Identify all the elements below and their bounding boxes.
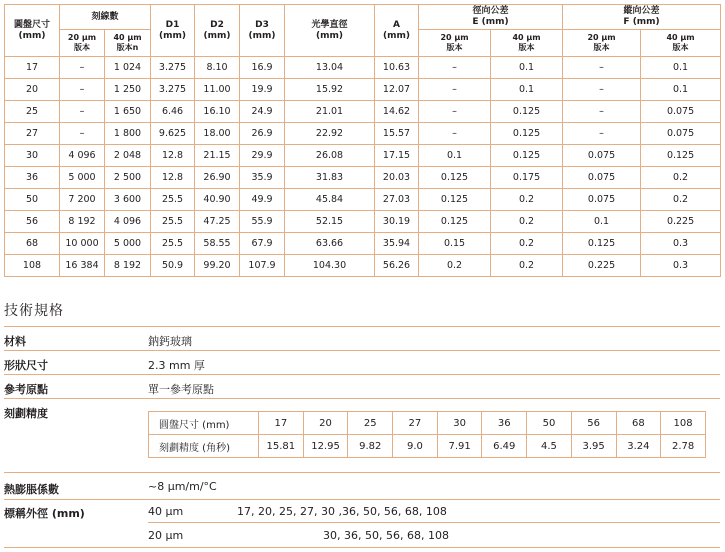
table-cell: 16.10 xyxy=(195,101,240,123)
dimensions-table-body xyxy=(5,57,721,277)
table-cell: 1 650 xyxy=(105,101,151,123)
table-cell: 27.03 xyxy=(375,189,419,211)
table-cell: 0.15 xyxy=(419,233,491,255)
table-cell: 56.26 xyxy=(375,255,419,277)
table-cell: 0.125 xyxy=(419,167,491,189)
table-cell: 15.92 xyxy=(285,79,375,101)
table-cell: 14.62 xyxy=(375,101,419,123)
table-cell: 55.9 xyxy=(240,211,285,233)
accuracy-cell: 6.49 xyxy=(482,435,527,458)
table-cell: 29.9 xyxy=(240,145,285,167)
table-row xyxy=(5,145,721,167)
expansion-label: 熱膨脹係數 xyxy=(4,483,59,496)
form-label: 形狀尺寸 xyxy=(4,359,48,372)
accuracy-row-size xyxy=(149,412,706,435)
table-row xyxy=(5,189,721,211)
header-radial-tolerance: 徑向公差 E (mm) xyxy=(419,5,563,30)
reference-label: 參考原點 xyxy=(4,383,48,396)
table-cell: 5 000 xyxy=(60,167,105,189)
table-cell: 19.9 xyxy=(240,79,285,101)
table-cell: 20 xyxy=(5,79,60,101)
table-cell: 1 024 xyxy=(105,57,151,79)
table-cell: 0.1 xyxy=(491,57,563,79)
table-cell: 26.08 xyxy=(285,145,375,167)
nominal-40-label: 40 µm xyxy=(148,505,184,518)
header-axial-40: 40 µm 版本 xyxy=(641,30,721,57)
table-cell: 12.8 xyxy=(151,145,195,167)
table-cell: 50.9 xyxy=(151,255,195,277)
table-cell: 8 192 xyxy=(105,255,151,277)
table-cell: – xyxy=(60,79,105,101)
table-cell: – xyxy=(563,101,641,123)
accuracy-cell: 50 xyxy=(527,412,572,435)
table-cell: 0.2 xyxy=(491,255,563,277)
table-cell: 0.2 xyxy=(419,255,491,277)
table-cell: 12.8 xyxy=(151,167,195,189)
table-cell: 4 096 xyxy=(60,145,105,167)
material-value: 鈉鈣玻璃 xyxy=(148,335,192,348)
form-value: 2.3 mm 厚 xyxy=(148,359,205,372)
divider xyxy=(4,374,720,375)
table-cell: – xyxy=(563,57,641,79)
table-row xyxy=(5,123,721,145)
table-cell: 0.3 xyxy=(641,233,721,255)
accuracy-cell: 9.82 xyxy=(348,435,393,458)
table-cell: 0.075 xyxy=(641,123,721,145)
table-cell: 0.2 xyxy=(641,189,721,211)
accuracy-row-arcsec-label: 刻劃精度 (角秒) xyxy=(149,435,259,458)
table-cell: 0.175 xyxy=(491,167,563,189)
header-radial-20: 20 µm 版本 xyxy=(419,30,491,57)
table-cell: – xyxy=(563,79,641,101)
table-cell: 0.125 xyxy=(563,233,641,255)
accuracy-cell: 17 xyxy=(259,412,304,435)
accuracy-cell: 7.91 xyxy=(437,435,482,458)
accuracy-cell: 30 xyxy=(437,412,482,435)
table-cell: 63.66 xyxy=(285,233,375,255)
header-d3: D3 (mm) xyxy=(240,5,285,57)
accuracy-cell: 2.78 xyxy=(661,435,706,458)
table-cell: 10.63 xyxy=(375,57,419,79)
table-cell: 25.5 xyxy=(151,211,195,233)
table-cell: 0.125 xyxy=(641,145,721,167)
table-row xyxy=(5,101,721,123)
table-cell: 4 096 xyxy=(105,211,151,233)
table-cell: 47.25 xyxy=(195,211,240,233)
table-cell: 0.125 xyxy=(491,123,563,145)
table-cell: 0.125 xyxy=(419,211,491,233)
table-cell: 0.1 xyxy=(419,145,491,167)
table-cell: 25 xyxy=(5,101,60,123)
table-cell: 0.3 xyxy=(641,255,721,277)
table-cell: 0.1 xyxy=(563,211,641,233)
header-line-count-20: 20 µm 版本 xyxy=(60,30,105,57)
divider xyxy=(4,350,720,351)
accuracy-cell: 12.95 xyxy=(303,435,348,458)
accuracy-cell: 108 xyxy=(661,412,706,435)
table-cell: 5 000 xyxy=(105,233,151,255)
material-label: 材料 xyxy=(4,335,26,348)
table-cell: 24.9 xyxy=(240,101,285,123)
divider xyxy=(4,499,720,500)
table-cell: 7 200 xyxy=(60,189,105,211)
table-cell: 22.92 xyxy=(285,123,375,145)
table-cell: 8.10 xyxy=(195,57,240,79)
header-disc-size: 圓盤尺寸 (mm) xyxy=(5,5,60,57)
table-cell: 56 xyxy=(5,211,60,233)
accuracy-cell: 27 xyxy=(393,412,438,435)
table-cell: 49.9 xyxy=(240,189,285,211)
accuracy-table xyxy=(148,411,706,458)
accuracy-cell: 15.81 xyxy=(259,435,304,458)
table-cell: 9.625 xyxy=(151,123,195,145)
table-cell: 3.275 xyxy=(151,57,195,79)
accuracy-cell: 56 xyxy=(571,412,616,435)
header-radial-40: 40 µm 版本 xyxy=(491,30,563,57)
table-cell: 3.275 xyxy=(151,79,195,101)
table-cell: 15.57 xyxy=(375,123,419,145)
table-cell: 35.94 xyxy=(375,233,419,255)
table-cell: 12.07 xyxy=(375,79,419,101)
table-cell: 0.075 xyxy=(563,145,641,167)
nominal-40-values: 17, 20, 25, 27, 30 ,36, 50, 56, 68, 108 xyxy=(237,505,447,518)
accuracy-row-size-label: 圓盤尺寸 (mm) xyxy=(149,412,259,435)
table-cell: 0.225 xyxy=(641,211,721,233)
table-cell: 67.9 xyxy=(240,233,285,255)
table-cell: 1 800 xyxy=(105,123,151,145)
table-cell: 58.55 xyxy=(195,233,240,255)
table-cell: 17.15 xyxy=(375,145,419,167)
table-cell: 0.225 xyxy=(563,255,641,277)
table-cell: 99.20 xyxy=(195,255,240,277)
divider xyxy=(148,522,720,523)
table-cell: 2 500 xyxy=(105,167,151,189)
table-cell: 0.1 xyxy=(491,79,563,101)
table-cell: 16.9 xyxy=(240,57,285,79)
accuracy-row-arcsec xyxy=(149,435,706,458)
table-cell: 35.9 xyxy=(240,167,285,189)
table-row xyxy=(5,57,721,79)
accuracy-cell: 3.95 xyxy=(571,435,616,458)
table-cell: 6.46 xyxy=(151,101,195,123)
accuracy-cell: 25 xyxy=(348,412,393,435)
table-cell: 0.2 xyxy=(491,233,563,255)
accuracy-label: 刻劃精度 xyxy=(4,407,48,420)
table-cell: 18.00 xyxy=(195,123,240,145)
table-cell: 17 xyxy=(5,57,60,79)
table-cell: 11.00 xyxy=(195,79,240,101)
table-row xyxy=(5,211,721,233)
table-row xyxy=(5,233,721,255)
table-cell: 13.04 xyxy=(285,57,375,79)
nominal-diameter-label: 標稱外徑 (mm) xyxy=(4,507,85,520)
table-row xyxy=(5,79,721,101)
divider xyxy=(4,472,720,473)
divider xyxy=(4,398,720,399)
table-cell: 0.075 xyxy=(563,167,641,189)
dimensions-table xyxy=(4,4,721,277)
header-line-count: 刻線數 xyxy=(60,5,151,30)
table-cell: 0.125 xyxy=(491,101,563,123)
table-cell: 0.075 xyxy=(641,101,721,123)
table-cell: 1 250 xyxy=(105,79,151,101)
table-cell: 0.2 xyxy=(641,167,721,189)
table-cell: 0.125 xyxy=(491,145,563,167)
table-cell: 30.19 xyxy=(375,211,419,233)
table-cell: 0.1 xyxy=(641,57,721,79)
table-cell: 0.2 xyxy=(491,189,563,211)
table-cell: 68 xyxy=(5,233,60,255)
table-cell: – xyxy=(419,57,491,79)
table-cell: 52.15 xyxy=(285,211,375,233)
table-cell: 36 xyxy=(5,167,60,189)
header-axial-20: 20 µm 版本 xyxy=(563,30,641,57)
nominal-20-values: 30, 36, 50, 56, 68, 108 xyxy=(323,529,449,542)
nominal-20-label: 20 µm xyxy=(148,529,184,542)
table-cell: 0.2 xyxy=(491,211,563,233)
table-cell: 30 xyxy=(5,145,60,167)
header-line-count-40: 40 µm 版本n xyxy=(105,30,151,57)
table-cell: 26.9 xyxy=(240,123,285,145)
table-row xyxy=(5,167,721,189)
table-cell: – xyxy=(563,123,641,145)
table-cell: 31.83 xyxy=(285,167,375,189)
table-cell: 2 048 xyxy=(105,145,151,167)
accuracy-cell: 4.5 xyxy=(527,435,572,458)
accuracy-cell: 3.24 xyxy=(616,435,661,458)
table-cell: 108 xyxy=(5,255,60,277)
table-cell: 25.5 xyxy=(151,233,195,255)
table-cell: 21.01 xyxy=(285,101,375,123)
accuracy-cell: 20 xyxy=(303,412,348,435)
table-cell: – xyxy=(419,79,491,101)
table-cell: 26.90 xyxy=(195,167,240,189)
table-cell: – xyxy=(60,57,105,79)
header-axial-tolerance: 縱向公差 F (mm) xyxy=(563,5,721,30)
divider xyxy=(4,547,720,548)
accuracy-cell: 68 xyxy=(616,412,661,435)
table-cell: 0.1 xyxy=(641,79,721,101)
section-title: 技術規格 xyxy=(4,303,64,319)
table-cell: – xyxy=(60,123,105,145)
table-cell: 107.9 xyxy=(240,255,285,277)
accuracy-cell: 9.0 xyxy=(393,435,438,458)
table-cell: 8 192 xyxy=(60,211,105,233)
header-d1: D1 (mm) xyxy=(151,5,195,57)
table-cell: – xyxy=(419,101,491,123)
expansion-value: ~8 µm/m/°C xyxy=(148,480,217,493)
table-cell: 40.90 xyxy=(195,189,240,211)
table-cell: 10 000 xyxy=(60,233,105,255)
header-a: A (mm) xyxy=(375,5,419,57)
header-d2: D2 (mm) xyxy=(195,5,240,57)
table-cell: 25.5 xyxy=(151,189,195,211)
reference-value: 單一參考原點 xyxy=(148,383,214,396)
table-row xyxy=(5,255,721,277)
table-cell: 20.03 xyxy=(375,167,419,189)
table-cell: 3 600 xyxy=(105,189,151,211)
table-cell: 45.84 xyxy=(285,189,375,211)
table-cell: – xyxy=(419,123,491,145)
table-cell: 16 384 xyxy=(60,255,105,277)
table-cell: 50 xyxy=(5,189,60,211)
table-cell: 104.30 xyxy=(285,255,375,277)
accuracy-cell: 36 xyxy=(482,412,527,435)
table-cell: 0.125 xyxy=(419,189,491,211)
header-optical-diameter: 光學直徑 (mm) xyxy=(285,5,375,57)
table-cell: – xyxy=(60,101,105,123)
table-cell: 0.075 xyxy=(563,189,641,211)
table-cell: 21.15 xyxy=(195,145,240,167)
table-cell: 27 xyxy=(5,123,60,145)
divider xyxy=(4,326,720,327)
